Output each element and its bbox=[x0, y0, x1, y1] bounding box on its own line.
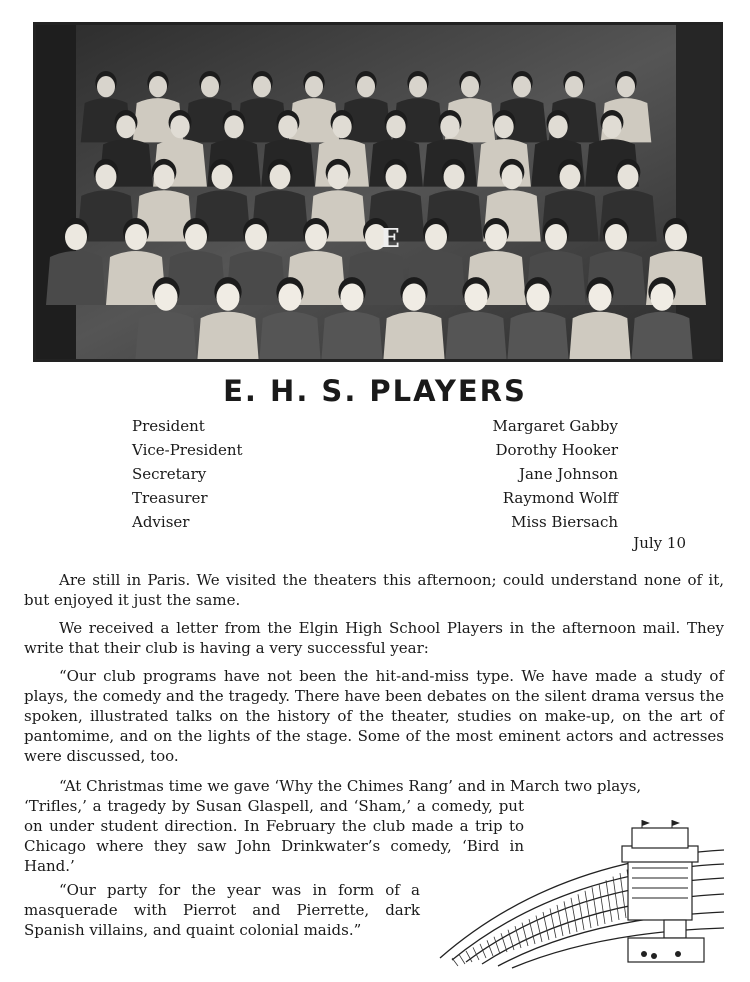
officer-row bbox=[132, 488, 618, 512]
officer-role: Vice-President bbox=[132, 441, 243, 459]
person-figure bbox=[631, 312, 694, 359]
person-face bbox=[526, 283, 549, 310]
officer-row bbox=[132, 440, 618, 464]
person-face bbox=[440, 115, 459, 138]
person-face bbox=[116, 115, 135, 138]
person-figure bbox=[46, 251, 106, 305]
person-figure bbox=[507, 312, 570, 359]
person-face bbox=[357, 76, 375, 97]
person-face bbox=[444, 165, 465, 190]
person-face bbox=[212, 165, 233, 190]
paragraph: ‘Trifles,’ a tragedy by Susan Glaspell, and ‘Sham,’ a comedy, put on under student direction. In February the club made a trip to Chicago where they saw John Drinkwater’s comedy, ‘Bird in Hand.’ bbox=[24, 797, 524, 875]
person-face bbox=[332, 115, 351, 138]
person-figure bbox=[383, 312, 446, 359]
person-face bbox=[149, 76, 167, 97]
officer-name: Dorothy Hooker bbox=[495, 441, 618, 459]
person-face bbox=[386, 115, 405, 138]
person-face bbox=[386, 165, 407, 190]
person-face bbox=[409, 76, 427, 97]
fence-post bbox=[585, 891, 591, 928]
person-face bbox=[617, 76, 635, 97]
person-face bbox=[305, 76, 323, 97]
person-face bbox=[216, 283, 239, 310]
paragraph: We received a letter from the Elgin High School Players in the afternoon mail. They write that their club is having a very successful year: bbox=[24, 619, 724, 657]
paragraph: “Our party for the year was in form of a masquerade with Pierrot and Pierrette, dark Spanish villains, and quaint colonial maids.” bbox=[24, 881, 420, 939]
sweater-letter: E bbox=[380, 224, 400, 254]
person-face bbox=[494, 115, 513, 138]
person-face bbox=[270, 165, 291, 190]
person-face bbox=[97, 76, 115, 97]
person-face bbox=[605, 224, 627, 250]
person-figure bbox=[135, 312, 198, 359]
person-face bbox=[340, 283, 363, 310]
person-face bbox=[425, 224, 447, 250]
fence-post bbox=[578, 894, 584, 930]
person-face bbox=[513, 76, 531, 97]
officer-name: Raymond Wolff bbox=[502, 489, 618, 507]
paragraph: Are still in Paris. We visited the theaters this afternoon; could understand none of it, but enjoyed it just the same. bbox=[24, 571, 724, 609]
officer-role: President bbox=[132, 417, 205, 435]
fence-post bbox=[606, 880, 612, 922]
person-face bbox=[224, 115, 243, 138]
fence-post bbox=[564, 901, 570, 934]
person-face bbox=[65, 224, 87, 250]
person-face bbox=[245, 224, 267, 250]
fence-post bbox=[459, 954, 465, 964]
group-photo bbox=[33, 22, 723, 362]
officer-role: Adviser bbox=[132, 513, 190, 531]
officer-row bbox=[132, 512, 618, 536]
officer-name: Miss Biersach bbox=[511, 513, 618, 531]
person-face bbox=[278, 115, 297, 138]
person-face bbox=[548, 115, 567, 138]
fence-post bbox=[620, 873, 626, 918]
person-face bbox=[253, 76, 271, 97]
person-face bbox=[545, 224, 567, 250]
person-face bbox=[464, 283, 487, 310]
person-face bbox=[650, 283, 673, 310]
person-face bbox=[328, 165, 349, 190]
person-face bbox=[565, 76, 583, 97]
person-figure bbox=[569, 312, 632, 359]
person-face bbox=[185, 224, 207, 250]
person-face bbox=[154, 283, 177, 310]
page-heading: E. H. S. PLAYERS bbox=[223, 374, 527, 408]
person-face bbox=[588, 283, 611, 310]
paragraph: “Our club programs have not been the hit-and-miss type. We have made a study of plays, the comedy and the tragedy. There have been debates on the silent drama versus the spoken, illustrated talks on the history of the theater, studies on make-up, on the art of pantomime, and on the lights of the stage. Some of the most eminent actors and actresses were discussed, too. bbox=[24, 667, 724, 765]
person-face bbox=[278, 283, 301, 310]
person-face bbox=[305, 224, 327, 250]
person-face bbox=[402, 283, 425, 310]
person-figure bbox=[259, 312, 322, 359]
group-photo-image bbox=[36, 25, 720, 359]
person-face bbox=[560, 165, 581, 190]
dateline: July 10 bbox=[633, 534, 686, 552]
officer-name: Margaret Gabby bbox=[492, 417, 618, 435]
person-face bbox=[170, 115, 189, 138]
fence-post bbox=[613, 877, 619, 920]
fence-post bbox=[452, 958, 458, 966]
officer-role: Treasurer bbox=[132, 489, 208, 507]
fence-post bbox=[599, 884, 605, 924]
person-face bbox=[665, 224, 687, 250]
person-figure bbox=[197, 312, 260, 359]
officer-name: Jane Johnson bbox=[518, 465, 618, 483]
person-face bbox=[618, 165, 639, 190]
fence-post bbox=[571, 898, 577, 932]
person-face bbox=[602, 115, 621, 138]
officer-row bbox=[132, 464, 618, 488]
person-face bbox=[96, 165, 117, 190]
person-face bbox=[502, 165, 523, 190]
person-face bbox=[485, 224, 507, 250]
person-figure bbox=[445, 312, 508, 359]
person-figure bbox=[321, 312, 384, 359]
officer-row bbox=[132, 416, 618, 440]
fence-post bbox=[592, 887, 598, 926]
fence-post bbox=[487, 940, 493, 956]
paragraph: “At Christmas time we gave ‘Why the Chimes Rang’ and in March two plays, bbox=[59, 777, 642, 795]
stadium-illustration bbox=[432, 820, 724, 970]
officer-list bbox=[132, 416, 618, 536]
officer-role: Secretary bbox=[132, 465, 207, 483]
person-face bbox=[201, 76, 219, 97]
person-face bbox=[154, 165, 175, 190]
person-face bbox=[461, 76, 479, 97]
person-face bbox=[125, 224, 147, 250]
